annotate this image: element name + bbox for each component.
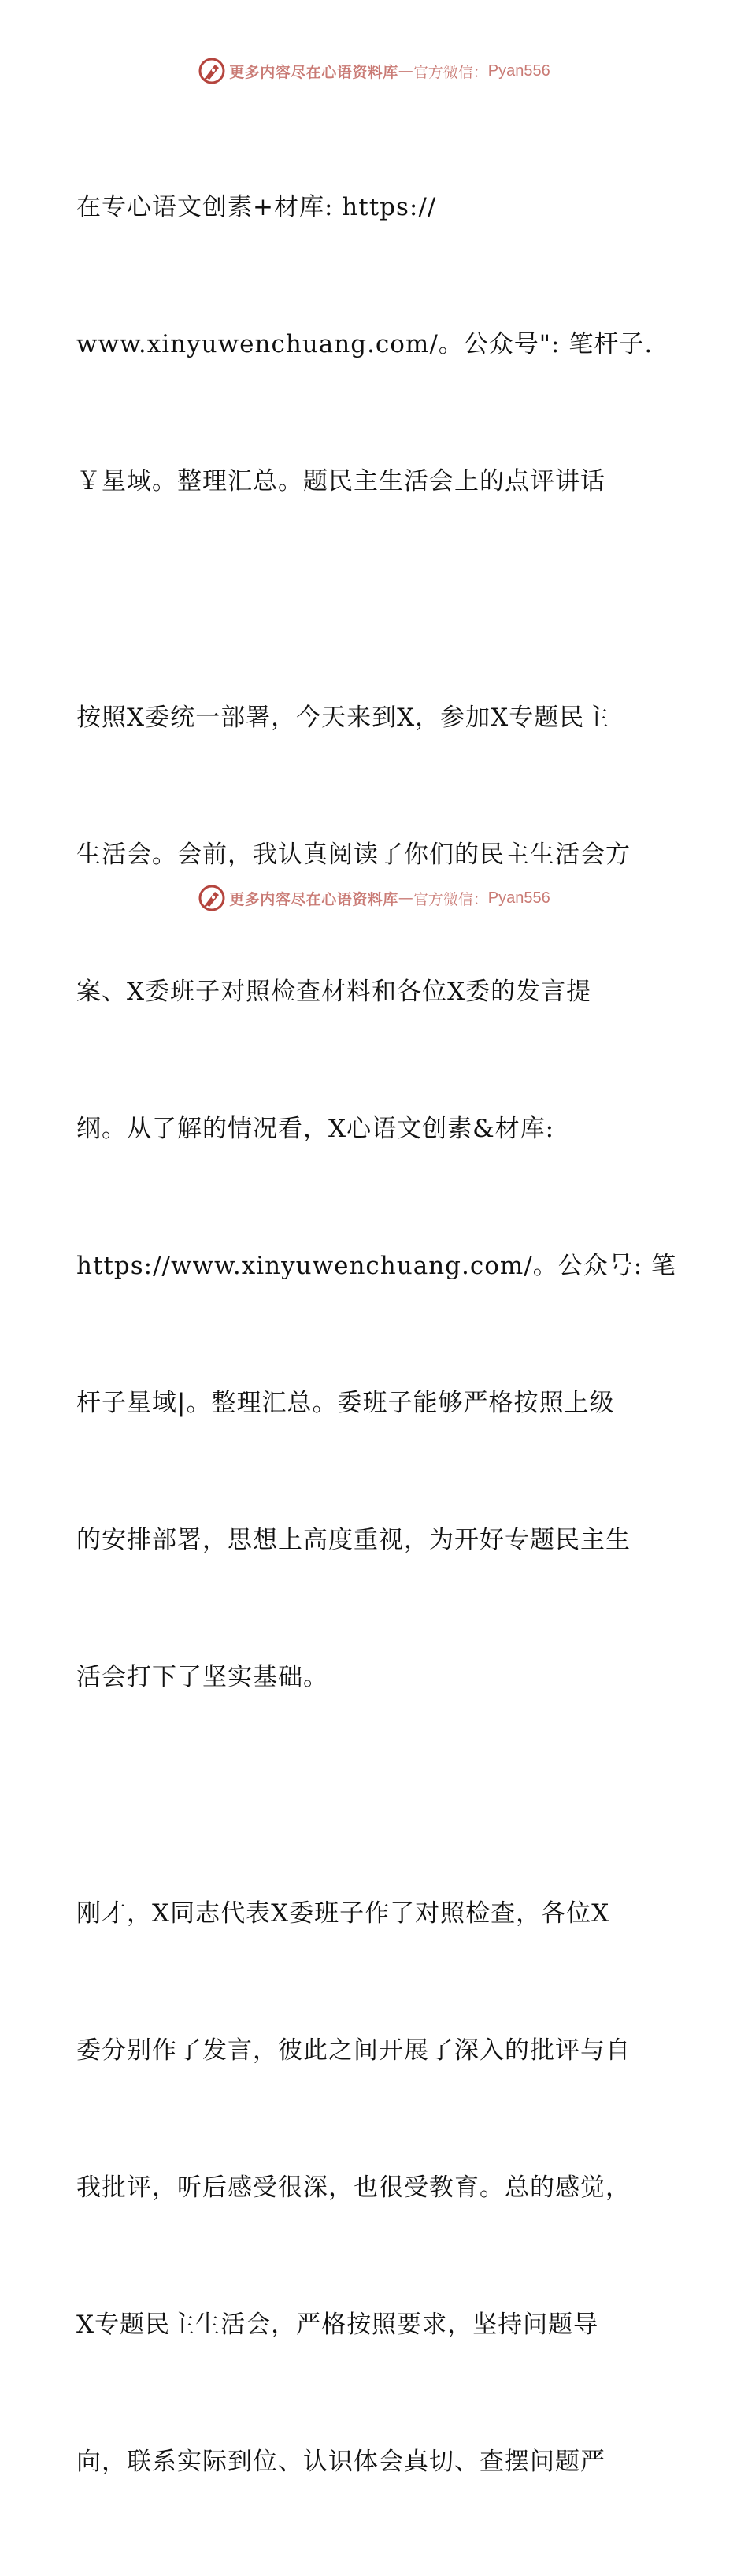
text-line: 纲。从了解的情况看，X心语文创素&材库: xyxy=(76,1115,555,1143)
text-line: ￥星域。整理汇总。题民主生活会上的点评讲话 xyxy=(76,467,605,496)
banner-text: 更多内容尽在心语资料库 xyxy=(229,890,398,908)
text-line: 活会打下了坚实基础。 xyxy=(76,1663,328,1691)
text-line: www.xinyuwenchuang.com/。公众号": 笔杆子. xyxy=(76,330,654,358)
paragraph-3 xyxy=(76,1799,675,2576)
text-line: 的安排部署，思想上高度重视，为开好专题民主生 xyxy=(76,1526,631,1554)
text-line: X专题民主生活会，严格按照要求，坚持问题导 xyxy=(76,2311,599,2339)
pen-nib-logo-icon xyxy=(198,57,226,85)
banner-separator: — xyxy=(398,62,413,80)
banner-wechat-label: 官方微信： xyxy=(413,890,488,908)
banner-separator: — xyxy=(398,889,413,907)
text-line: 委分别作了发言，彼此之间开展了深入的批评与自 xyxy=(76,2036,631,2065)
text-line: 在专心语文创素+材库: https:// xyxy=(76,193,437,221)
text-line: 生活会。会前，我认真阅读了你们的民主生活会方 xyxy=(76,841,631,869)
text-line: 刚才，X同志代表X委班子作了对照检查，各位X xyxy=(76,1899,610,1928)
text-line: 按照X委统一部署，今天来到X，参加X专题民主 xyxy=(76,703,610,732)
paragraph-1 xyxy=(76,93,675,596)
banner-text: 更多内容尽在心语资料库 xyxy=(229,63,398,81)
banner-wechat-id: Pyan556 xyxy=(487,61,550,80)
banner-wechat-label: 官方微信： xyxy=(413,63,488,81)
pen-nib-logo-icon xyxy=(198,884,226,912)
banner-wechat-id: Pyan556 xyxy=(487,889,550,907)
text-line: https://www.xinyuwenchuang.com/。公众号: 笔 xyxy=(76,1252,677,1280)
text-line: 我批评，听后感受很深，也很受教育。总的感觉， xyxy=(76,2173,631,2202)
paragraph-2 xyxy=(76,603,675,1791)
text-line: 案、X委班子对照检查材料和各位X委的发言提 xyxy=(76,978,592,1006)
document-body xyxy=(76,93,675,2576)
text-line: 向，联系实际到位、认识体会真切、查摆问题严 xyxy=(76,2448,605,2476)
header-banner xyxy=(0,54,748,88)
text-line: 杆子星域|。整理汇总。委班子能够严格按照上级 xyxy=(76,1389,615,1417)
footer-banner xyxy=(0,881,748,915)
